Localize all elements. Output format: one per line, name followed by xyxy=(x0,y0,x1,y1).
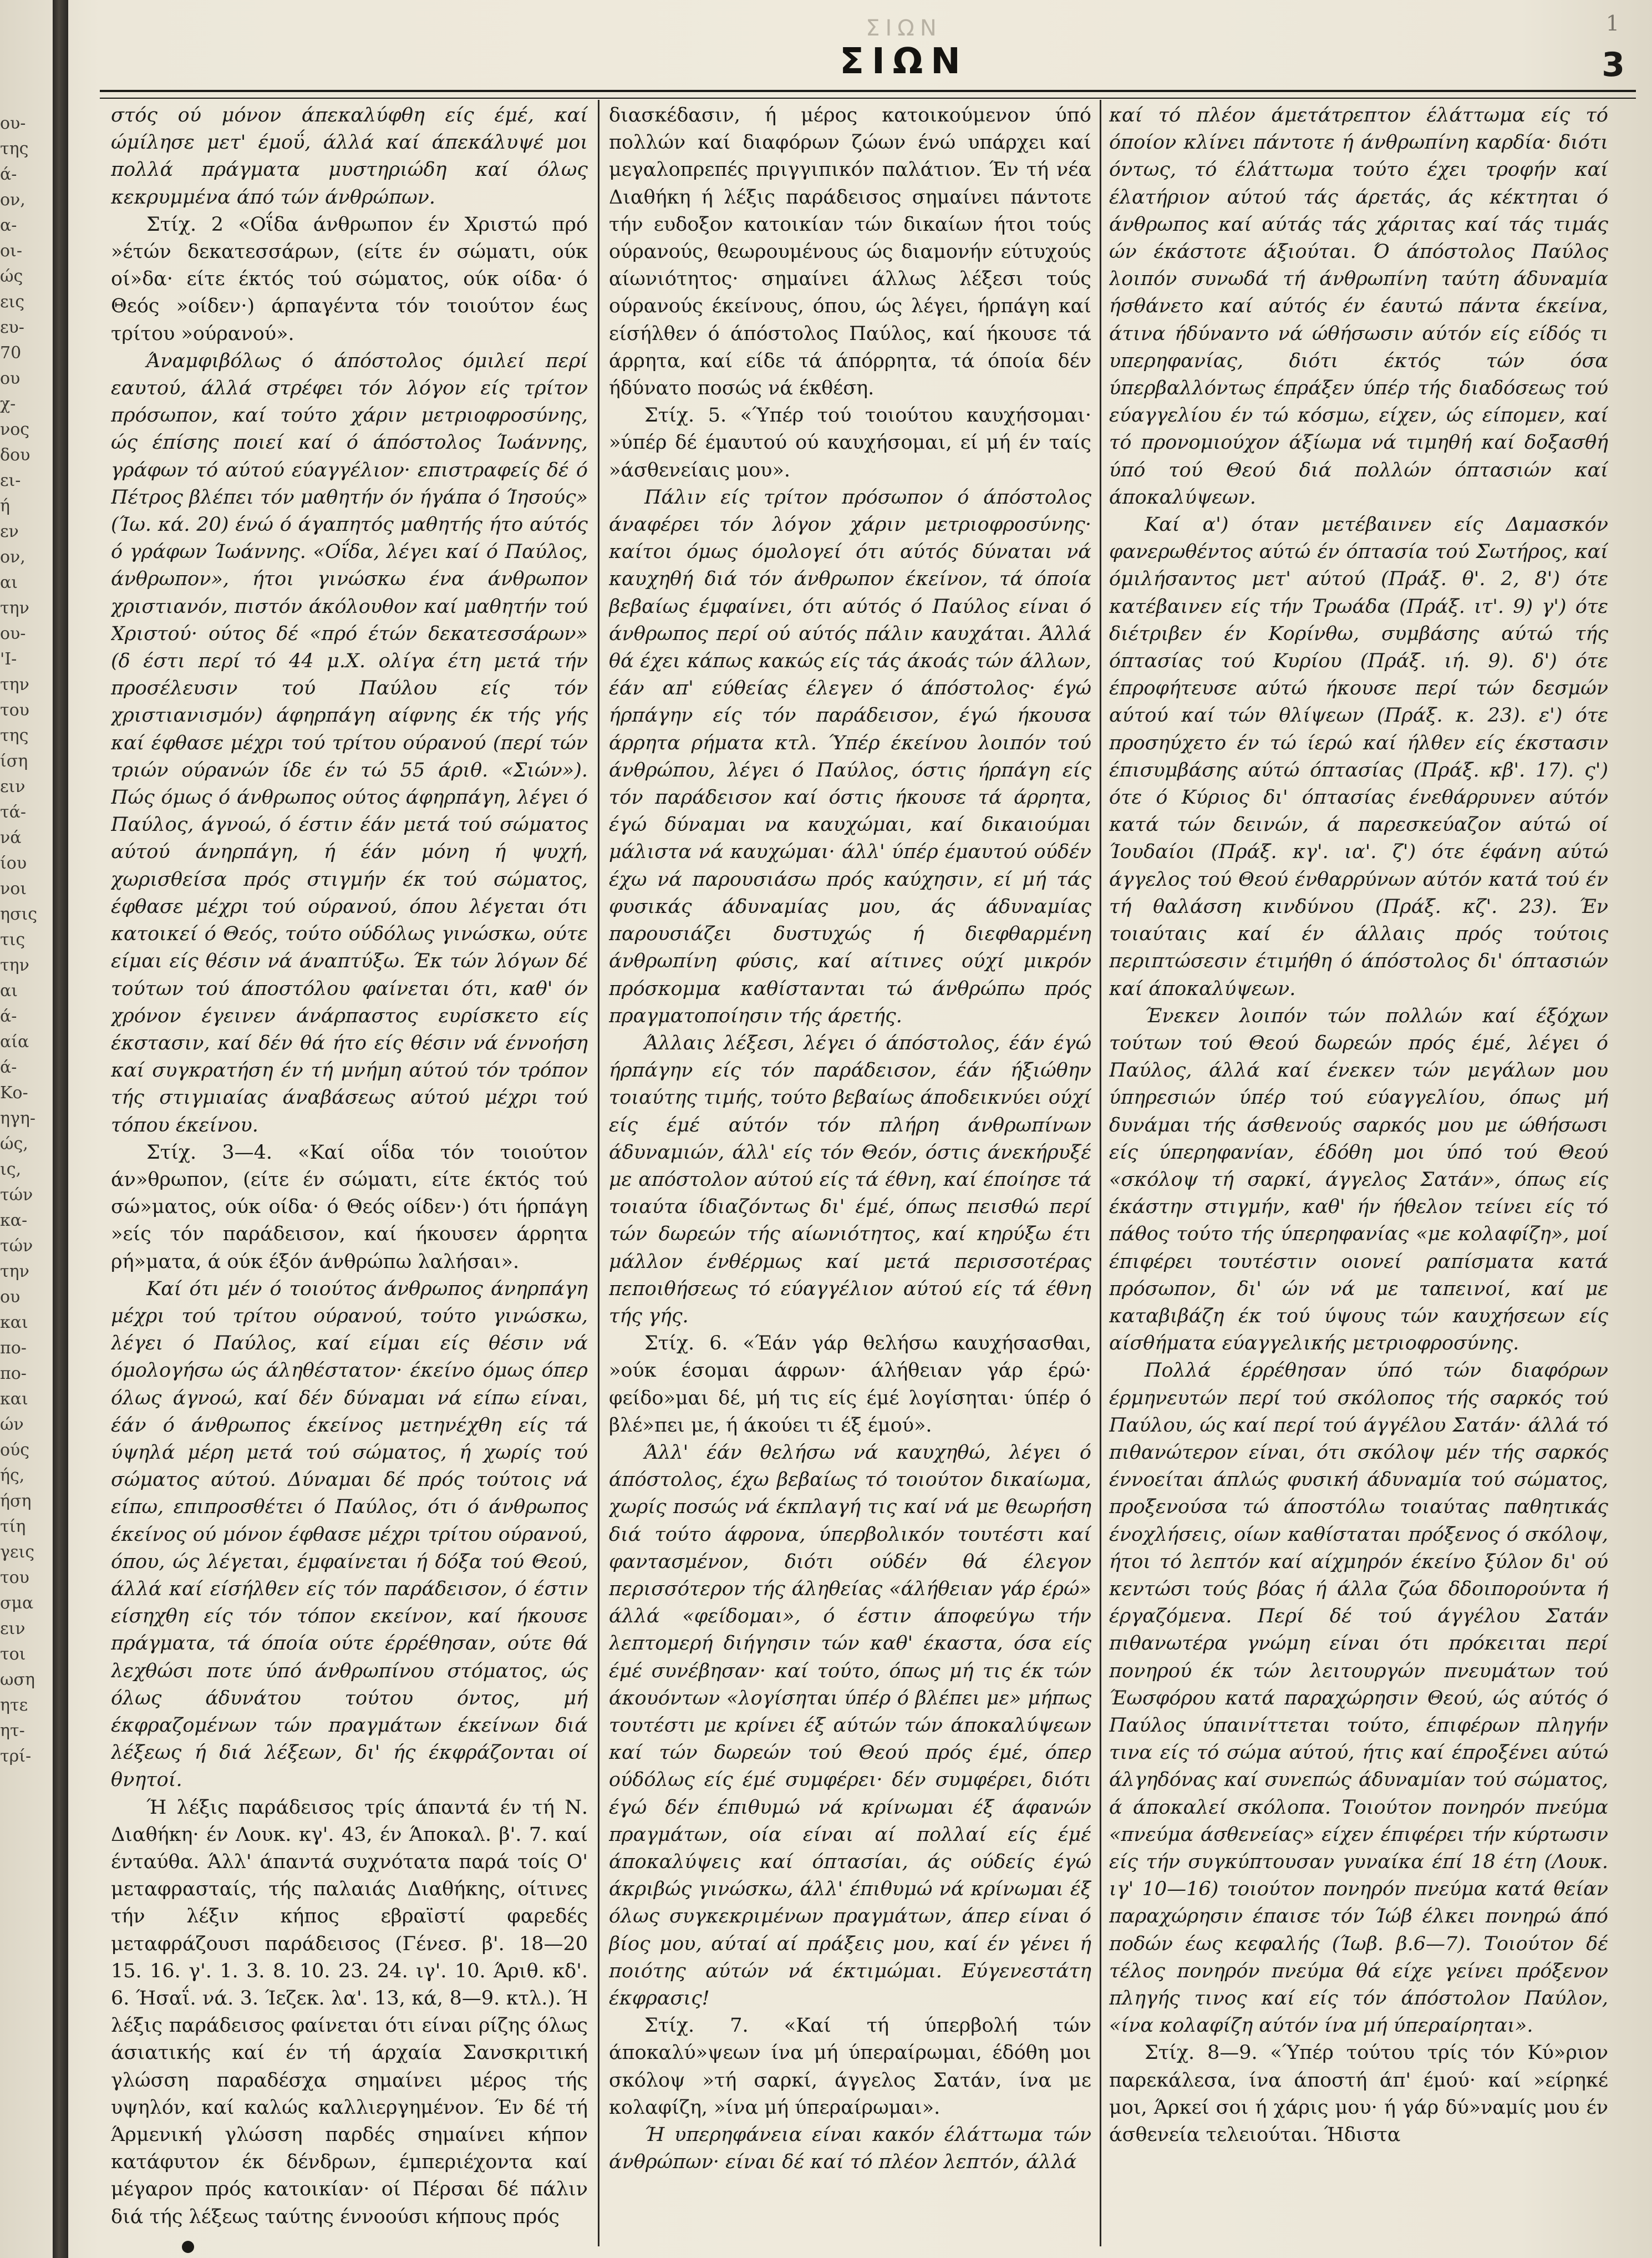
margin-fragment: οι- xyxy=(0,241,22,261)
margin-fragment: της xyxy=(0,139,29,159)
margin-fragment: ειν xyxy=(0,777,26,796)
margin-fragment: ου- xyxy=(0,624,26,643)
newspaper-title: ΣΙΩΝ xyxy=(840,41,968,82)
margin-fragment: ώς, xyxy=(0,1134,28,1154)
margin-fragment: ούς xyxy=(0,1440,30,1460)
margin-fragment: τις xyxy=(0,930,26,950)
column-divider xyxy=(598,100,599,2246)
margin-fragment: ή xyxy=(0,496,10,516)
margin-fragment: τά- xyxy=(0,803,26,822)
col3-paragraph: Πολλά έρρέθησαν ύπό τών διαφόρων έρμηνευτών περί τού σκόλοπος τής σαρκός τού Παύλου, ώς καί περί τού άγγέλου Σατάν· άλλά τό πιθανώτερον είναι, ότι σκόλοψ μέν τής σαρκός έννοείται άπλώς φυσική άδυναμία τού σώματος, προξενούσα τώ άποστόλω τοιαύτας παθητικάς ένοχλήσεις, οίων καθίσταται πρόξενος ό σκόλοψ, ήτοι τό λεπτόν καί αίχμηρόν έκείνο ξύλον δι' ού κεντώσι τούς βόας ή άλλα ζώα δδοιπορούντα ή έργαζόμενα. Περί δέ τού άγγέλου Σατάν πιθανωτέρα γνώμη είναι ότι πρόκειται περί πονηρού έκ τών λειτουργών πνευμάτων τού Έωσφόρου κατά παραχώρησιν Θεού, ώς αύτός ό Παύλος ύπαινίττεται τούτο, έπιφέρων πληγήν τινα είς τό σώμα αύτού, ήτις καί έπροξένει αύτώ άλγηδόνας καί συνεπώς άδυναμίαν τού σώματος, ά άποκαλεί σκόλοπα. Τοιούτον πονηρόν πνεύμα «πνεύμα άσθενείας» είχεν έπιφέρει τήν κύρτωσιν είς τήν συγκύπτουσαν γυναίκα έπί 18 έτη (Λουκ. ιγ' 10—16) τοιούτον πονηρόν πνεύμα κατά θείαν παραχώρησιν έπαισε τόν Ίώβ έλκει πονηρώ άπό ποδών έως κεφαλής (Ίωβ. β.6—7). Τοιούτον δέ τέλος πονηρόν πνεύμα θά είχε γείνει πρόξενον πληγής τινος καί είς τόν άπόστολον Παύλον, «ίνα κολαφίζη αύτόν ίνα μή ύπεραίρηται». xyxy=(1109,1359,1608,2037)
margin-fragment: ει- xyxy=(0,471,21,490)
margin-fragment: του xyxy=(0,1568,29,1587)
col2-paragraph: Άλλαις λέξεσι, λέγει ό άπόστολος, έάν έγώ ήρπάγην είς τόν παράδεισον, έάν ήξιώθην τοιαύτης τιμής, τούτο βεβαίως άποδεικνύει ούχί είς έμέ αύτόν τόν πλήρη άνθρωπίνων άδυναμιών, άλλ' είς τόν Θεόν, όστις άνεκήρυξέ με απόστολον αύτού είς τά έθνη, καί έποίησε τά τοιαύτα ίδιαζόντως δι' έμέ, όπως πεισθώ περί τών δωρεών τής αίωνιότητος, καί κηρύξω έτι μάλλον ένθέρμως καί μετά περισσοτέρας πεποιθήσεως τό εύαγγέλιον αύτού είς τά έθνη τής γής. xyxy=(609,1032,1091,1327)
margin-fragment: χ- xyxy=(0,394,16,414)
col3-paragraph: Ένεκεν λοιπόν τών πολλών καί έξόχων τούτων τού Θεού δωρεών πρός έμέ, λέγει ό Παύλος, άλλά καί ένεκεν τών μεγάλων μου ύπηρεσιών ύπέρ τού εύαγγελίου, όπως μή δυνάμαι τής άσθενούς σαρκός μου με ώθήσωσι είς ύπερηφανίαν, έδόθη μοι ύπό τού Θεού «σκόλοψ τή σαρκί, άγγελος Σατάν», όπως είς έκάστην στιγμήν, καθ' ήν ήθελον τείνει είς τό πάθος τούτο τής ύπερηφανίας «με κολαφίζη», μοί έπιφέρει τουτέστιν οιονεί ραπίσματα κατά πρόσωπον, δι' ών νά με ταπεινοί, καί με καταβιβάζη έκ τού ύψους τών καυχήσεων είς αίσθήματα εύαγγελικής μετριοφροσύνης. xyxy=(1109,1004,1608,1355)
margin-fragment: νοι xyxy=(0,879,27,899)
margin-fragment: αι xyxy=(0,981,18,1001)
col2-paragraph: Στίχ. 6. «Έάν γάρ θελήσω καυχήσασθαι, »ούκ έσομαι άφρων· άλήθειαν γάρ έρώ· φείδο»μαι δέ, μή τις είς έμέ λογίσηται· ύπέρ ό βλέ»πει με, ή άκούει τι έξ έμού». xyxy=(609,1332,1091,1437)
margin-fragment: ον, xyxy=(0,190,26,210)
margin-fragment: 70 xyxy=(0,343,22,363)
margin-fragment: ώς xyxy=(0,267,23,286)
col2-paragraph: Πάλιν είς τρίτον πρόσωπον ό άπόστολος άναφέρει τόν λόγον χάριν μετριοφροσύνης· καίτοι όμως όμολογεί ότι αύτός δύναται νά καυχηθή διά τόν άνθρωπον έκείνον, τά όποία βεβαίως έμφαίνει, ότι αύτός ό Παύλος είναι ό άνθρωπος περί ού αύτός πάλιν καυχάται. Άλλά θά έχει κάπως κακώς είς τάς άκοάς τών άλλων, έάν απ' εύθείας έλεγεν ό άπόστολος· έγώ ήρπάγην είς τόν παράδεισον, έγώ ήκουσα άρρητα ρήματα κτλ. Ύπέρ έκείνου λοιπόν τού άνθρώπου, λέγει ό Παύλος, όστις ήρπάγη είς τόν παράδεισον καί όστις ήκουσε τά άρρητα, έγώ δύναμαι να καυχώμαι, καί δικαιούμαι μάλιστα νά καυχώμαι· άλλ' ύπέρ έμαυτού ούδέν έχω νά παρουσιάσω πρός καύχησιν, εί μή τάς φυσικάς άδυναμίας μου, άς άδυναμίας παρουσιάζει δυστυχώς ή διεφθαρμένη άνθρωπίνη φύσις, καί αίτινες ούχί μικρόν πρόσκομμα καθίστανται τώ άνθρώπω πρός πραγματοποίησιν τής άρετής. xyxy=(609,486,1091,1027)
margin-fragment: τοι xyxy=(0,1645,26,1664)
page-number: 3 xyxy=(1602,45,1625,84)
column-1 xyxy=(111,102,588,2249)
margin-fragment: ησις xyxy=(0,905,38,924)
margin-fragment: ον, xyxy=(0,547,26,567)
col3-paragraph: καί τό πλέον άμετάτρεπτον έλάττωμα είς τό όποίον κλίνει πάντοτε ή άνθρωπίνη καρδία· διότι όντως, τό έλάττωμα τούτο έχει τροφήν καί έλατήριον αύτού τάς άρετάς, άς κέκτηται ό άνθρωπος καί αύτάς τάς χάριτας καί τάς τιμάς ών έκάστοτε άξιούται. Ό άπόστολος Παύλος λοιπόν συνωδά τή άνθρωπίνη ταύτη άδυναμία ήσθάνετο καί αύτός έν έαυτώ πάντα έκείνα, άτινα ήδύναντο νά ώθήσωσιν αύτόν είς είδός τι υπερηφανίας, διότι έκτός τών όσα ύπερβαλλόντως έπράξεν ύπέρ τής διαδόσεως τού εύαγγελίου έν τώ κόσμω, είχεν, ώς είπομεν, καί τό προνομιούχον άξίωμα νά τιμηθή καί δοξασθή ύπό τού Θεού διά πολλών όπτασιών καί άποκαλύψεων. xyxy=(1109,104,1608,509)
margin-fragment: Κο- xyxy=(0,1083,28,1103)
header-rule xyxy=(100,90,1636,99)
margin-fragment: ις, xyxy=(0,1160,22,1179)
margin-fragment: και xyxy=(0,1389,28,1409)
margin-fragment: τρί- xyxy=(0,1747,32,1766)
margin-fragment: ής, xyxy=(0,1466,25,1485)
column-3 xyxy=(1109,102,1608,2249)
col2-paragraph: Άλλ' έάν θελήσω νά καυχηθώ, λέγει ό άπόστολος, έχω βεβαίως τό τοιούτον δικαίωμα, χωρίς ποσώς νά έκπλαγή τις καί νά με θεωρήση διά τούτο άφρονα, ύπερβολικόν τουτέστι καί φαντασμένον, διότι ούδέν θά έλεγον περισσότερον τής άληθείας «άλήθειαν γάρ έρώ» άλλά «φείδομαι», ό έστιν άποφεύγω τήν λεπτομερή διήγησιν τών καθ' έκαστα, όσα είς έμέ συνέβησαν· καί τούτο, όπως μή τις έκ τών άκουόντων «λογίσηται ύπέρ ό βλέπει με» μήπως τουτέστι με κρίνει έξ αύτών τών άποκαλύψεων καί τών δωρεών τού Θεού πρός έμέ, όπερ ούδόλως είς έμέ συμφέρει· δέν συμφέρει, διότι έγώ δέν έπιθυμώ νά κρίνωμαι έξ άφανών πραγμάτων, οία είναι αί πολλαί είς έμέ άποκαλύψεις καί όπτασίαι, άς ούδείς έγώ άκριβώς γινώσκω, άλλ' έπιθυμώ νά κρίνωμαι έξ όλως συγκεκριμένων πραγμάτων, άπερ είναι ό βίος μου, αύταί αί πράξεις μου, καί έν γένει ή ποιότης αύτών νά έκτιμώμαι. Εύγενεστάτη έκφρασις! xyxy=(609,1441,1091,2010)
bleed-through-title: ΣΙΩΝ xyxy=(866,16,942,41)
margin-fragment: ά- xyxy=(0,1007,17,1026)
margin-fragment: ίση xyxy=(0,752,28,771)
col3-paragraph: Στίχ. 8—9. «Ύπέρ τούτου τρίς τόν Κύ»ριον παρεκάλεσα, ίνα άποστή άπ' έμού· καί »είρηκέ μοι, Άρκεί σοι ή χάρις μου· ή γάρ δύ»ναμίς μου έν άσθενεία τελειούται. Ήδιστα xyxy=(1109,2042,1608,2147)
margin-fragment: και xyxy=(0,1313,28,1332)
binding-edge xyxy=(53,0,68,2258)
column-divider xyxy=(1100,100,1101,2246)
margin-fragment: πο- xyxy=(0,1364,27,1383)
col1-paragraph: Καί ότι μέν ό τοιούτος άνθρωπος άνηρπάγη μέχρι τού τρίτου ούρανού, τούτο γινώσκω, λέγει ό Παύλος, καί είμαι είς θέσιν νά όμολογήσω ώς άληθέστατον· έκείνο όμως όπερ όλως άγνοώ, καί δέν δύναμαι νά είπω είναι, έάν ό άνθρωπος έκείνος μετηνέχθη είς τά ύψηλά μέρη μετά τού σώματος, ή χωρίς τού σώματος αύτού. Δύναμαι δέ πρός τούτοις νά είπω, επιπροσθέτει ό Παύλος, ότι ό άνθρωπος έκείνος ού μόνον έφθασε μέχρι τρίτου ούρανού, όπου, ώς λέγεται, έμφαίνεται ή δόξα τού Θεού, άλλά καί είσήλθεν είς τόν παράδεισον, ό έστιν είσηχθη είς τόν τόπον εκείνον, καί ήκουσε πράγματα, τά όποία ούτε έρρέθησαν, ούτε θά λεχθώσι ποτε ύπό άνθρωπίνου στόματος, ώς όλως άδυνάτου τούτου όντος, μή έκφραζομένων τών πραγμάτων έκείνων διά λέξεως ή διά λέξεων, δι' ής έκφράζονται οί θνητοί. xyxy=(111,1277,588,1792)
margin-fragment: τών xyxy=(0,1185,33,1205)
margin-fragment: νά xyxy=(0,828,22,848)
margin-fragment: δου xyxy=(0,445,31,465)
page-header xyxy=(100,11,1636,94)
margin-fragment: γεις xyxy=(0,1542,35,1562)
margin-fragment: την xyxy=(0,598,29,618)
corner-mark: 1 xyxy=(1605,11,1619,35)
col1-paragraph: Στίχ. 2 «Οΐδα άνθρωπον έν Χριστώ πρό »έτών δεκατεσσάρων, (είτε έν σώματι, ούκ οί»δα· είτε έκτός τού σώματος, ούκ οίδα· ό Θεός »οίδεν·) άρπαγέντα τόν τοιούτον έως τρίτου »ούρανού». xyxy=(111,213,588,345)
margin-fragment: εις xyxy=(0,292,25,312)
margin-fragment: 'Ι- xyxy=(0,650,17,669)
margin-fragment: ήση xyxy=(0,1491,32,1511)
margin-fragment: τών xyxy=(0,1236,33,1256)
col2-paragraph: Στίχ. 7. «Καί τή ύπερβολή τών άποκαλύ»ψεων ίνα μή ύπεραίρωμαι, έδόθη μοι σκόλοψ »τή σαρκί, άγγελος Σατάν, ίνα με κολαφίζη, »ίνα μή ύπεραίρωμαι». xyxy=(609,2015,1091,2119)
margin-fragment: ηγη- xyxy=(0,1109,36,1128)
margin-fragment: σμα xyxy=(0,1594,34,1613)
margin-fragment: αι xyxy=(0,573,18,592)
margin-fragment: ειν xyxy=(0,1619,26,1638)
margin-fragment: ητε xyxy=(0,1696,28,1715)
margin-fragment: ά- xyxy=(0,1058,17,1077)
column-2 xyxy=(609,102,1091,2249)
margin-fragment: αία xyxy=(0,1032,29,1052)
margin-fragment: ητ- xyxy=(0,1721,25,1741)
col2-paragraph: Ή υπερηφάνεια είναι κακόν έλάττωμα τών άνθρώπων· είναι δέ καί τό πλέον λεπτόν, άλλά xyxy=(609,2124,1091,2174)
margin-fragment: κα- xyxy=(0,1211,28,1230)
col2-paragraph: διασκέδασιν, ή μέρος κατοικούμενον ύπό πολλών καί διαφόρων ζώων ένώ υπάρχει καί μεγαλοπρεπές πριγγιπικόν παλάτιον. Έν τή νέα Διαθήκη ή λέξις παράδεισος σημαίνει πάντοτε τήν ευδοξον κατοικίαν τών δικαίων ήτοι τούς ούρανούς, θεωρουμένους ώς διαμονήν εύτυχούς αίωνιότητος· σημαίνει άλλως λέξεσι τούς ούρανούς έκείνους, όπου, ώς λέγει, ήρπάγη καί είσήλθεν ό άπόστολος Παύλος, καί ήκουσε τά άρρητα, καί είδε τά άπόρρητα, τά όποία δέν ήδύνατο ποσώς νά έκθέση. xyxy=(609,104,1091,400)
margin-fragment: ου xyxy=(0,1287,21,1307)
col1-paragraph: Ή λέξις παράδεισος τρίς άπαντά έν τή Ν. Διαθήκη· έν Λουκ. κγ'. 43, έν Άποκαλ. β'. 7. καί ένταύθα. Άλλ' άπαντά συχνότατα παρά τοίς Ο' μεταφρασταίς, τής παλαιάς Διαθήκης, οίτινες τήν λέξιν κήπος εβραϊστί φαρεδές μεταφράζουσι παράδεισος (Γένεσ. β'. 18—20 15. 16. γ'. 1. 3. 8. 10. 23. 24. ιγ'. 10. Άριθ. κδ'. 6. Ήσαΐ. νά. 3. Ίεζεκ. λα'. 13, κά, 8—9. κτλ.). Ή λέξις παράδεισος φαίνεται ότι είναι ρίζης όλως άσιατικής καί έν τή άρχαία Σανσκριτική γλώσση παραδέσχα σημαίνει μέρος τής υψηλόν, καί καλώς καλλιεργημένον. Έν δέ τή Άρμενική γλώσση παρδές σημαίνει κήπον κατάφυτον έκ δένδρων, έμπεριέχοντα καί μέγαρον πρός κατοικίαν· οί Πέρσαι δέ πάλιν διά τής λέξεως ταύτης έννοούσι κήπους πρός xyxy=(111,1796,588,2228)
col3-paragraph: Καί α') όταν μετέβαινεν είς Δαμασκόν φανερωθέντος αύτώ έν όπτασία τού Σωτήρος, καί όμιλήσαντος μετ' αύτού (Πράξ. θ'. 2, 8') ότε κατέβαινεν είς τήν Τρωάδα (Πράξ. ιτ'. 9) γ') ότε διέτριβεν έν Κορίνθω, συμβάσης αύτώ τής όπτασίας τού Κυρίου (Πράξ. ιή. 9). δ') ότε έπροφήτευσε αύτώ ήκουσε περί τών δεσμών αύτού καί τών θλίψεων (Πράξ. κ. 23). ε') ότε προσηύχετο έν τώ ίερώ καί ήλθεν είς έκστασιν έπισυμβάσης αύτώ όπτασίας (Πράξ. κβ'. 17). ς') ότε ό Κύριος δι' όπτασίας ένεθάρρυνεν αύτόν κατά τών δεινών, ά παρεσκεύαζον αύτώ οί Ίουδαίοι (Πράξ. κγ'. ια'. ζ') ότε έφάνη αύτώ άγγελος τού Θεού ένθαρρύνων αύτόν κατά τού έν τή θαλάσση κινδύνου (Πράξ. κζ'. 23). Έν τοιαύταις καί έν άλλαις πρός τούτοις περιπτώσεσιν έτιμήθη ό άπόστολος δι' όπτασιών καί άποκαλύψεων. xyxy=(1109,514,1608,1000)
col1-paragraph: στός ού μόνον άπεκαλύφθη είς έμέ, καί ώμίλησε μετ' έμοΰ, άλλά καί άπεκάλυψέ μοι πολλά πράγματα μυστηριώδη καί όλως κεκρυμμένα άπό τών άνθρώπων. xyxy=(111,104,588,209)
col2-paragraph: Στίχ. 5. «Ύπέρ τού τοιούτου καυχήσομαι· »ύπέρ δέ έμαυτού ού καυχήσομαι, εί μή έν ταίς »άσθενείαις μου». xyxy=(609,404,1091,481)
col1-paragraph: Άναμφιβόλως ό άπόστολος όμιλεί περί εαυτού, άλλά στρέφει τόν λόγον είς τρίτον πρόσωπον, καί τούτο χάριν μετριοφροσύνης, ώς έπίσης ποιεί καί ό άπόστολος Ίωάννης, γράφων τό αύτού εύαγγέλιον· επιστραφείς δέ ό Πέτρος βλέπει τόν μαθητήν όν ήγάπα ό Ίησούς» (Ίω. κά. 20) ένώ ό άγαπητός μαθητής ήτο αύτός ό γράφων Ίωάννης. «Οΐδα, λέγει καί ό Παύλος, άνθρωπον», ήτοι γινώσκω ένα άνθρωπον χριστιανόν, πιστόν άκόλουθον καί μαθητήν τού Χριστού· ούτος δέ «πρό έτών δεκατεσσάρων» (δ έστι περί τό 44 μ.Χ. ολίγα έτη μετά τήν προσέλευσιν τού Παύλου είς τόν χριστιανισμόν) άφηρπάγη αίφνης έκ τής γής καί έφθασε μέχρι τού τρίτου ούρανού (περί τών τριών ούρανών ίδε έν τώ 55 άριθ. «Σιών»). Πώς όμως ό άνθρωπος ούτος άφηρπάγη, λέγει ό Παύλος, άγνοώ, ό έστιν έάν μετά τού σώματος αύτού άνηρπάγη, ή έάν μόνη ή ψυχή, χωρισθείσα πρός στιγμήν έκ τού σώματος, έφθασε μέχρι τού ούρανού, όπου λέγεται ότι κατοικεί ό Θεός, τούτο ούδόλως γινώσκω, ούτε είμαι είς θέσιν νά άναπτύξω. Έκ τών λόγων δέ τούτων τού άποστόλου φαίνεται ότι, καθ' όν χρόνον έγεινεν άνάρπαστος ευρίσκετο είς έκστασιν, καί δέν θά ήτο είς θέσιν νά έννοήση καί συγκρατήση έν τή μνήμη αύτού τόν τρόπον τής στιγμιαίας άναβάσεως αύτού μέχρι τού τόπου έκείνου. xyxy=(111,349,588,1136)
margin-fragment: της xyxy=(0,726,29,745)
margin-fragment: ου xyxy=(0,369,21,388)
margin-fragment: α- xyxy=(0,216,17,235)
col1-paragraph: Στίχ. 3—4. «Καί οΐδα τόν τοιούτον άν»θρωπον, (είτε έν σώματι, είτε έκτός τού σώ»ματος, ούκ οίδα· ό Θεός οίδεν·) ότι ήρπάγη »είς τόν παράδεισον, καί ήκουσεν άρρητα ρή»ματα, ά ούκ έξόν άνθρώπω λαλήσαι». xyxy=(111,1141,588,1273)
margin-fragment: ωση xyxy=(0,1670,35,1689)
margin-fragment: τίη xyxy=(0,1517,26,1536)
margin-fragment: ου- xyxy=(0,114,26,133)
margin-fragment: πο- xyxy=(0,1338,27,1358)
margin-fragment: του xyxy=(0,701,29,720)
ink-dot xyxy=(182,2241,194,2253)
previous-page-margin xyxy=(0,111,50,2246)
margin-fragment: εν xyxy=(0,522,19,541)
margin-fragment: ών xyxy=(0,1415,24,1434)
margin-fragment: ευ- xyxy=(0,318,24,337)
margin-fragment: την xyxy=(0,956,29,975)
margin-fragment: την xyxy=(0,675,29,694)
margin-fragment: την xyxy=(0,1262,29,1281)
margin-fragment: ίου xyxy=(0,854,27,873)
margin-fragment: ά- xyxy=(0,165,17,184)
margin-fragment: νος xyxy=(0,420,30,439)
